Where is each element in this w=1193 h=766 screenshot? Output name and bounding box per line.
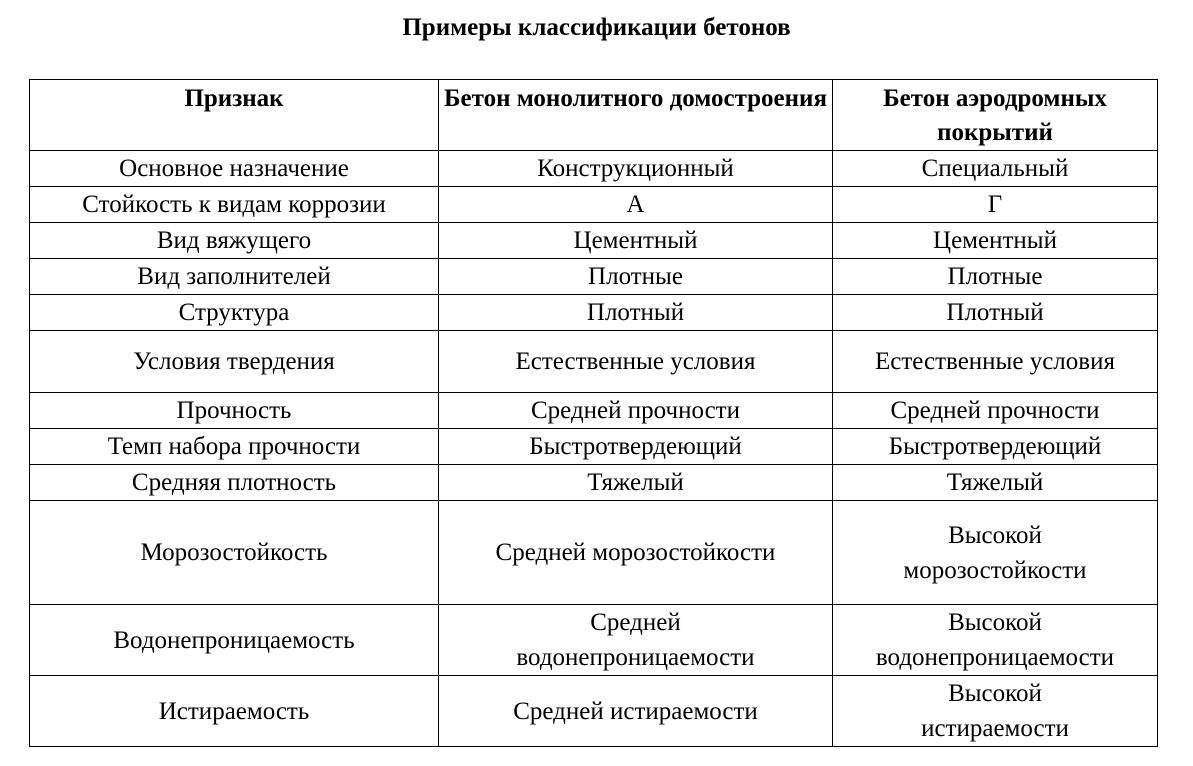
row-airfield-value: Естественные условия	[833, 331, 1158, 393]
row-monolithic-value: Быстротвердеющий	[439, 429, 833, 465]
table-row	[30, 393, 1158, 429]
row-airfield-value: Быстротвердеющий	[833, 429, 1158, 465]
row-airfield-value: Высокой водонепроницаемости	[833, 605, 1158, 676]
row-monolithic-value: А	[439, 187, 833, 223]
row-airfield-value: Высокой истираемости	[833, 676, 1158, 747]
row-monolithic-value: Цементный	[439, 223, 833, 259]
table-row	[30, 295, 1158, 331]
row-airfield-value: Специальный	[833, 151, 1158, 187]
table-row	[30, 223, 1158, 259]
row-monolithic-value: Естественные условия	[439, 331, 833, 393]
row-airfield-value: Тяжелый	[833, 465, 1158, 501]
row-monolithic-value: Тяжелый	[439, 465, 833, 501]
row-attribute: Истираемость	[30, 676, 439, 747]
row-airfield-value: Средней прочности	[833, 393, 1158, 429]
document-title: Примеры классификации бетонов	[402, 14, 791, 41]
row-monolithic-value: Плотный	[439, 295, 833, 331]
row-airfield-value: Г	[833, 187, 1158, 223]
concrete-classification-table	[29, 79, 1158, 747]
row-attribute: Структура	[30, 295, 439, 331]
header-attribute: Признак	[30, 80, 439, 151]
row-monolithic-value: Средней прочности	[439, 393, 833, 429]
row-monolithic-value: Плотные	[439, 259, 833, 295]
row-airfield-value: Цементный	[833, 223, 1158, 259]
table-row	[30, 501, 1158, 605]
row-monolithic-value: Средней истираемости	[439, 676, 833, 747]
row-attribute: Морозостойкость	[30, 501, 439, 605]
row-monolithic-value: Средней водонепроницаемости	[439, 605, 833, 676]
row-monolithic-value: Средней морозостойкости	[439, 501, 833, 605]
row-attribute: Водонепроницаемость	[30, 605, 439, 676]
row-airfield-value: Плотные	[833, 259, 1158, 295]
row-attribute: Стойкость к видам коррозии	[30, 187, 439, 223]
table-row	[30, 331, 1158, 393]
table-header-row	[30, 80, 1158, 151]
row-attribute: Темп набора прочности	[30, 429, 439, 465]
header-airfield-concrete: Бетон аэродромных покрытий	[833, 80, 1158, 151]
header-monolithic-concrete: Бетон монолитного домостроения	[439, 80, 833, 151]
row-airfield-value: Плотный	[833, 295, 1158, 331]
table-row	[30, 187, 1158, 223]
row-airfield-value: Высокой морозостойкости	[833, 501, 1158, 605]
row-attribute: Основное назначение	[30, 151, 439, 187]
row-attribute: Вид вяжущего	[30, 223, 439, 259]
row-attribute: Прочность	[30, 393, 439, 429]
row-attribute: Средняя плотность	[30, 465, 439, 501]
row-monolithic-value: Конструкционный	[439, 151, 833, 187]
table-row	[30, 429, 1158, 465]
row-attribute: Условия твердения	[30, 331, 439, 393]
table-row	[30, 151, 1158, 187]
table-row	[30, 259, 1158, 295]
table-row	[30, 465, 1158, 501]
row-attribute: Вид заполнителей	[30, 259, 439, 295]
table-row	[30, 605, 1158, 676]
table-row	[30, 676, 1158, 747]
